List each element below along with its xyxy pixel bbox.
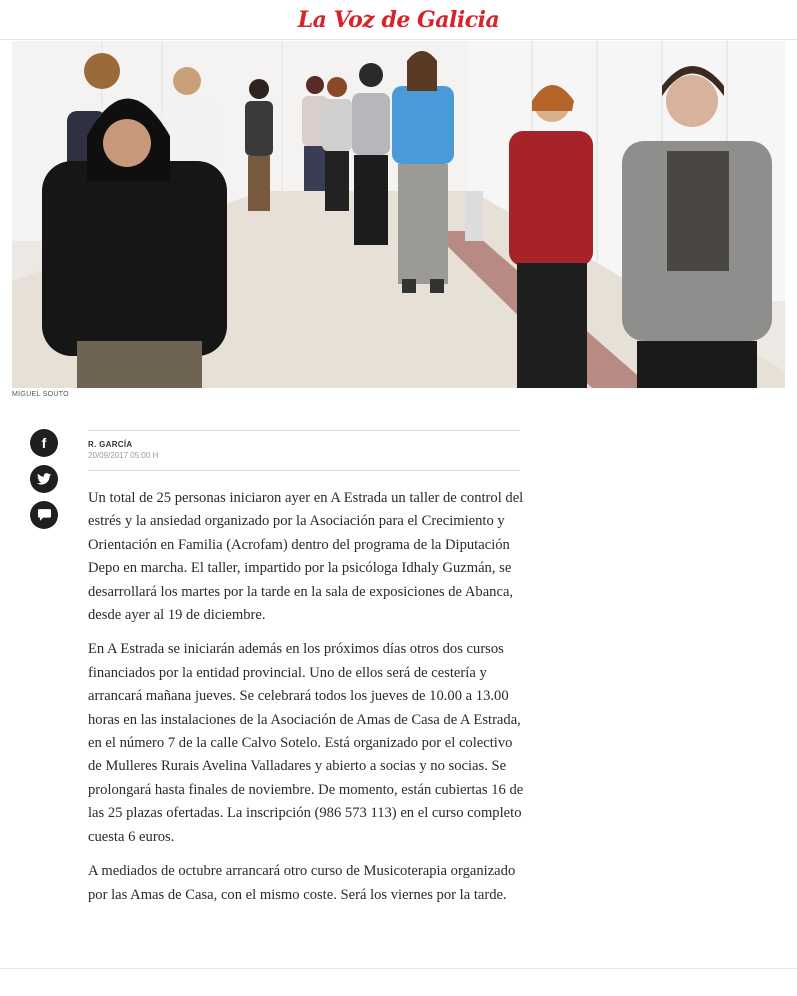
publish-date: 20/09/2017 05:00 H <box>88 451 159 460</box>
byline <box>88 430 520 471</box>
photo-credit: MIGUEL SOUTO <box>12 391 69 398</box>
share-bar <box>30 429 58 537</box>
facebook-icon: f <box>41 435 47 451</box>
divider <box>0 968 797 969</box>
article-photo <box>12 41 785 388</box>
comments-button[interactable] <box>30 501 58 529</box>
article-body <box>88 487 528 918</box>
twitter-share-button[interactable] <box>30 465 58 493</box>
article-paragraph: Un total de 25 personas iniciaron ayer en A Estrada un taller de control del estrés y la ansiedad organizado por la Asociación para el Crecimiento y Orientación en Familia (Acrofam) dentro del programa de la Diputación Depo en marcha. El taller, impartido por la psicóloga Idhaly Guzmán, se desarrollará los martes por la tarde en la sala de exposiciones de Abanca, desde ayer al 19 de diciembre. <box>88 490 524 624</box>
site-logo[interactable]: La Voz de Galicia <box>297 6 500 33</box>
facebook-share-button[interactable] <box>30 429 58 457</box>
article-paragraph: A mediados de octubre arrancará otro curso de Musicoterapia organizado por las Amas de Casa, con el mismo coste. Será los viernes por la tarde. <box>88 863 516 903</box>
masthead <box>0 0 797 40</box>
article-paragraph: En A Estrada se iniciarán además en los próximos días otros dos cursos financiados por la entidad provincial. Uno de ellos será de cestería y arrancará mañana jueves. Se celebrará todos los jueves de 10.00 a 13.00 horas en las instalaciones de la Asociación de Amas de Casa de A Estrada, en el número 7 de la calle Calvo Sotelo. Está organizado por el colectivo de Mulleres Rurais Avelina Valladares y abierto a socias y no socias. Se prolongará hasta finales de noviembre. De momento, están cubiertas 16 de las 25 plazas ofertadas. La inscripción (986 573 113) en el curso completo cuesta 6 euros. <box>88 641 524 845</box>
author-name[interactable]: R. GARCÍA <box>88 440 133 449</box>
twitter-bird-icon <box>37 473 51 485</box>
speech-bubble-icon <box>38 509 51 521</box>
